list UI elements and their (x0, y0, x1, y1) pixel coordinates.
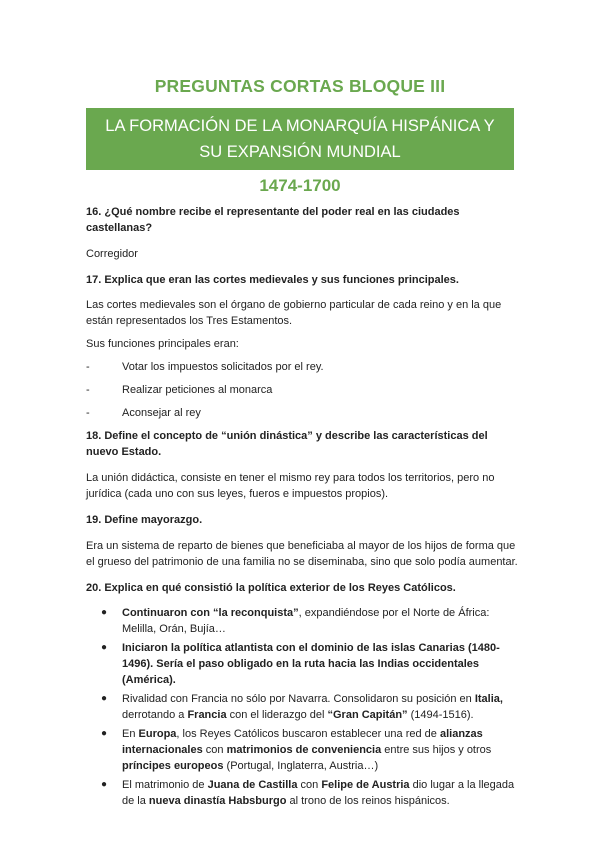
dash-marker: - (86, 361, 90, 373)
b3-text-4: (1494-1516). (407, 709, 474, 721)
b3-bold-2: Francia (187, 709, 227, 721)
answer-17-intro: Sus funciones principales eran: (86, 338, 239, 350)
b5-bold-1: Juana de Castilla (207, 779, 298, 791)
b4-text-1: En (122, 728, 139, 740)
b4-text-5: (Portugal, Inglaterra, Austria…) (223, 760, 379, 772)
b4-text-4: entre sus hijos y otros (381, 744, 492, 756)
banner-line-1: LA FORMACIÓN DE LA MONARQUÍA HISPÁNICA Y (105, 117, 495, 135)
answer-19: Era un sistema de reparto de bienes que beneficiaba al mayor de los hijos de forma que el grueso del patrimonio de una familia no se diseminaba, sino que solo podía aumentar. (86, 540, 518, 568)
b4-bold-3: matrimonios de conveniencia (226, 744, 382, 756)
foreign-policy-list (86, 605, 518, 809)
b4-bold-4: príncipes europeos (122, 760, 224, 772)
answer-16: Corregidor (86, 248, 138, 260)
b4-text-2: , los Reyes Católicos buscaron establecer una red de (176, 728, 440, 740)
question-18: 18. Define el concepto de “unión dinástica” y describe las características del nuevo Estado. (86, 430, 488, 458)
answer-18: La unión didáctica, consiste en tener el mismo rey para todos los territorios, pero no jurídica (cada uno con sus leyes, fueros e impuestos propios). (86, 472, 495, 500)
b3-text-2: derrotando a (122, 709, 188, 721)
dash-marker: - (86, 384, 90, 396)
b4-bold-2: alianzas internacionales (122, 728, 483, 756)
bullet-marker: ● (101, 693, 108, 704)
b3-bold-3: “Gran Capitán” (327, 709, 408, 721)
period-years: 1474-1700 (259, 176, 341, 195)
answer-17: Las cortes medievales son el órgano de gobierno particular de cada reino y en la que están representados los Tres Estamentos. (86, 299, 502, 327)
dash-marker: - (86, 407, 90, 419)
question-16: 16. ¿Qué nombre recibe el representante del poder real en las ciudades castellanas? (86, 206, 460, 234)
b5-text-2: con (297, 779, 322, 791)
bullet-marker: ● (101, 728, 108, 739)
question-17: 17. Explica que eran las cortes medievales y sus funciones principales. (86, 274, 459, 286)
list-item-text: Realizar peticiones al monarca (122, 384, 273, 396)
list-item (86, 640, 518, 688)
b5-text-4: al trono de los reinos hispánicos. (286, 795, 450, 807)
b3-bold-1: Italia, (474, 693, 503, 705)
list-item (86, 382, 518, 398)
b5-bold-3: nueva dinastía Habsburgo (148, 795, 287, 807)
b3-text-1: Rivalidad con Francia no sólo por Navarra. Consolidaron su posición en (122, 693, 475, 705)
b1-text-1: , expandiéndose por el Norte de África: Melilla, Orán, Bujía… (122, 607, 490, 635)
topic-banner (86, 108, 514, 170)
b4-bold-1: Europa (138, 728, 177, 740)
list-item (86, 359, 518, 375)
b1-bold-1: Continuaron con “la reconquista” (122, 607, 299, 619)
bullet-marker: ● (101, 642, 108, 653)
list-item (86, 777, 518, 809)
list-item (86, 405, 518, 421)
b2-bold-1: Iniciaron la política atlantista con el dominio de las islas Canarias (1480-1496). Sería el paso obligado en la ruta hacia las Indias occidentales (América). (122, 642, 500, 686)
list-item (86, 605, 518, 637)
question-20: 20. Explica en qué consistió la política exterior de los Reyes Católicos. (86, 582, 456, 594)
b5-text-1: El matrimonio de (122, 779, 208, 791)
page-title: PREGUNTAS CORTAS BLOQUE III (154, 76, 446, 96)
list-item (86, 726, 518, 774)
banner-line-2: SU EXPANSIÓN MUNDIAL (199, 143, 401, 161)
b5-text-3: dio lugar a la llegada de la (122, 779, 515, 807)
b5-bold-2: Felipe de Austria (321, 779, 410, 791)
questions-content (86, 204, 518, 812)
b4-text-3: con (202, 744, 227, 756)
list-item (86, 691, 518, 723)
question-19: 19. Define mayorazgo. (86, 514, 203, 526)
list-item-text: Aconsejar al rey (122, 407, 201, 419)
bullet-marker: ● (101, 607, 108, 618)
b3-text-3: con el liderazgo del (226, 709, 328, 721)
bullet-marker: ● (101, 779, 108, 790)
list-item-text: Votar los impuestos solicitados por el rey. (122, 361, 324, 373)
